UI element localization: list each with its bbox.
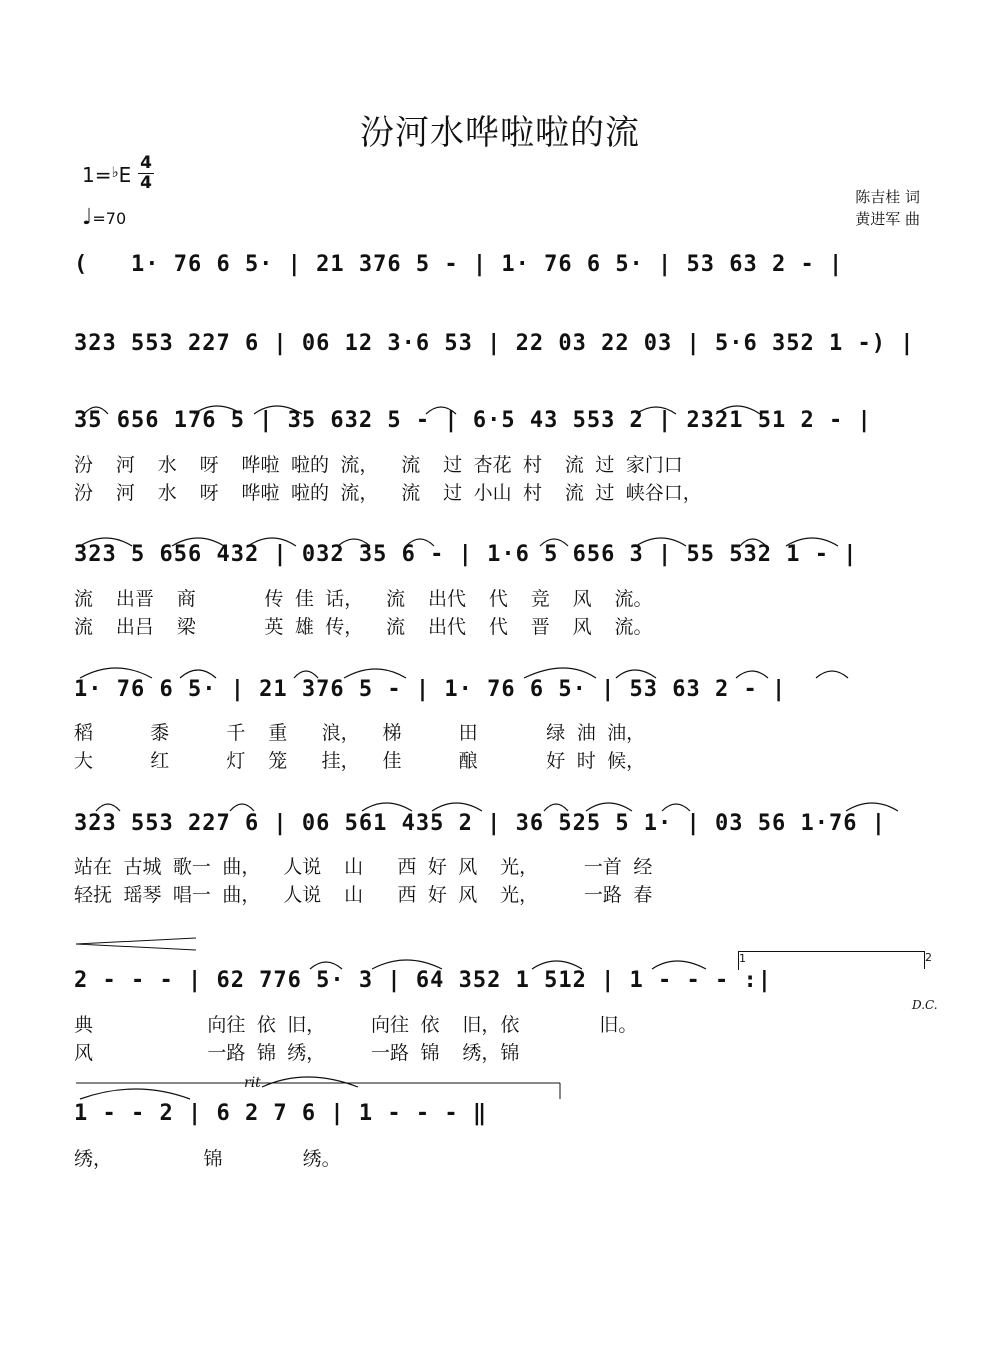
- notation-line-8: [74, 1101, 926, 1135]
- lyric-line: 站在 古城 歌一 曲， 人说 山 西 好 风 光， 一首 经: [74, 856, 653, 878]
- notation-line-6: [74, 811, 926, 845]
- lyric-line: 大 红 灯 笼 挂， 佳 酿 好 时 候，: [74, 750, 646, 772]
- lyric-line: 流 出晋 商 传 佳 话， 流 出代 代 竞 风 流。: [74, 588, 653, 610]
- slur-arcs-line-4: [76, 530, 926, 550]
- page-title: 汾河水哗啦啦的流: [360, 113, 640, 153]
- ritardando-marking: rit: [244, 1075, 261, 1091]
- lyric-line: 汾 河 水 呀 哗啦 啦的 流， 流 过 小山 村 流 过 峡谷口，: [74, 482, 702, 504]
- time-signature: [136, 154, 156, 193]
- notes: 1 - - 2 | 6 2 7 6 | 1 - - - ‖: [74, 1101, 488, 1126]
- key-signature: [82, 163, 131, 187]
- volta-2-label: 2: [925, 951, 932, 964]
- lyric-line: 轻抚 瑶琴 唱一 曲， 人说 山 西 好 风 光， 一路 春: [74, 884, 653, 906]
- meter-top: 4: [140, 153, 152, 173]
- lyricist: 陈吉桂 词: [855, 188, 920, 206]
- volta-bracket: [738, 951, 925, 970]
- volta-1-label: 1: [739, 952, 746, 965]
- lyric-line: 绣， 锦 绣。: [74, 1148, 341, 1170]
- notes: 323 553 227 6 | 06 12 3·6 53 | 22 03 22 03 | 5·6 352 1 -) |: [74, 331, 915, 356]
- slur-arcs-line-8: [76, 1073, 576, 1103]
- notes: 2 - - - | 62 776 5· 3 | 64 352 1 512 | 1 - - - :|: [74, 968, 773, 993]
- flat-sign: ♭: [111, 163, 119, 181]
- crescendo-hairpin-icon: [76, 937, 198, 951]
- notes: 323 5 656 432 | 032 35 6 - | 1·6 5 656 3 | 55 532 1 - |: [74, 542, 858, 567]
- notation-line-1: [74, 252, 926, 286]
- dc-marking: D.C.: [912, 998, 938, 1012]
- volta-2-bracket: [924, 951, 935, 969]
- credits: [855, 186, 920, 230]
- slur-arcs-line-5: [76, 662, 926, 682]
- quarter-note-icon: ♩: [82, 205, 93, 230]
- notes: 1· 76 6 5· | 21 376 5 - | 1· 76 6 5· | 53 63 2 - |: [74, 677, 787, 702]
- lyric-line: 风 一路 锦 绣， 一路 锦 绣，锦: [74, 1042, 520, 1064]
- composer: 黄进军 曲: [855, 210, 920, 228]
- lyric-line: 汾 河 水 呀 哗啦 啦的 流， 流 过 杏花 村 流 过 家门口: [74, 454, 683, 476]
- lyric-line: 流 出吕 梁 英 雄 传， 流 出代 代 晋 风 流。: [74, 616, 653, 638]
- notation-line-5: [74, 677, 926, 711]
- notes: 35 656 176 5 | 35 632 5 - | 6·5 43 553 2 | 2321 51 2 - |: [74, 408, 872, 433]
- lyric-line: 稻 黍 千 重 浪， 梯 田 绿 油 油，: [74, 722, 646, 744]
- notation-line-2: [74, 331, 926, 365]
- meter-bottom: 4: [140, 173, 152, 193]
- tempo-marking: [82, 205, 126, 230]
- notes: ( 1· 76 6 5· | 21 376 5 - | 1· 76 6 5· | 53 63 2 - |: [74, 252, 844, 277]
- notation-line-7: [74, 968, 926, 1002]
- notes: 323 553 227 6 | 06 561 435 2 | 36 525 5 1· | 03 56 1·76 |: [74, 811, 886, 836]
- lyric-line: 典 向往 依 旧， 向往 依 旧，依 旧。: [74, 1014, 638, 1036]
- tempo-value: =70: [92, 209, 127, 228]
- slur-arcs-line-6: [76, 795, 926, 815]
- slur-arcs-line-3: [76, 398, 926, 418]
- key-tone: E: [118, 163, 132, 187]
- key-prefix: 1=: [82, 163, 112, 187]
